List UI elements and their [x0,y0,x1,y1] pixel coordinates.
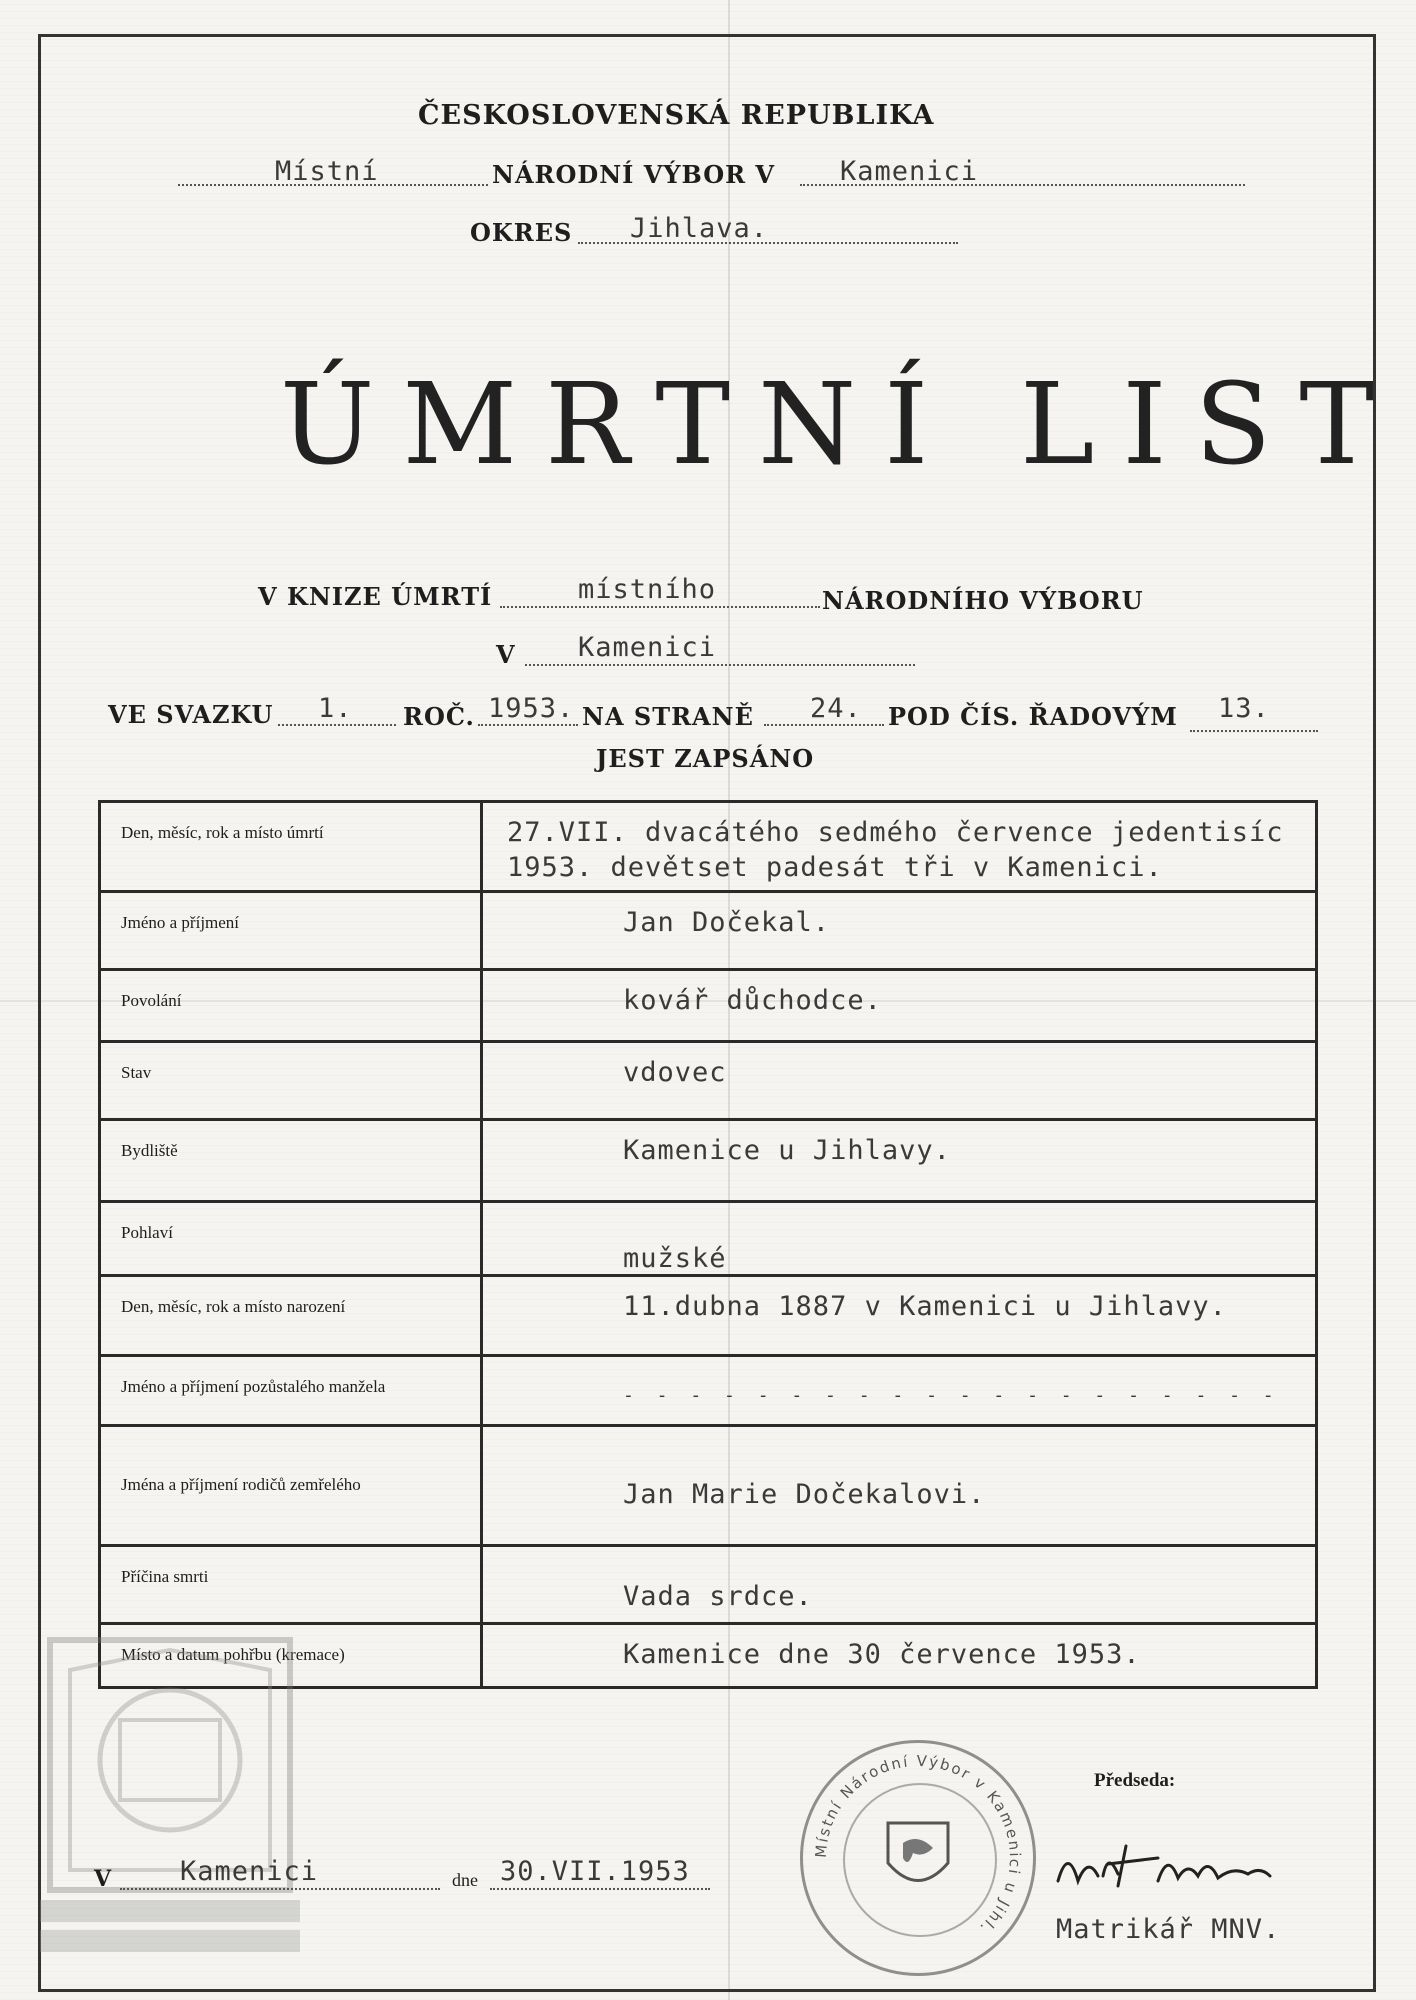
table-row [100,1426,1317,1546]
page-line [764,724,884,726]
number-value: 13. [1218,693,1270,724]
in-line [525,664,915,666]
row-value-line2: 1953. devětset padesát tři v Kamenici. [507,852,1163,883]
book-line [500,606,820,608]
row-label: Den, měsíc, rok a místo úmrtí [100,802,482,892]
legion-watermark-logo [30,1630,310,1960]
row-value [482,970,1317,1042]
row-value [482,1042,1317,1120]
stamp-text-ring [803,1743,1033,1973]
row-value-line1: - - - - - - - - - - - - - - - - - - - - [623,1385,1280,1406]
table-row [100,1356,1317,1426]
recorded-label: JEST ZAPSÁNO [596,744,815,773]
in-label: V [496,640,516,669]
row-value-line1: Vada srdce. [623,1581,813,1612]
row-value [482,1426,1317,1546]
row-value-line1: Jan Dočekal. [623,907,831,938]
row-label: Místo a datum pohřbu (kremace) [100,1624,482,1688]
district-value: Jihlava. [630,213,769,244]
row-value-line1: Kamenice dne 30 července 1953. [623,1639,1141,1670]
row-value [482,1202,1317,1276]
footer-in-line [120,1888,440,1890]
committee-place-value: Kamenici [840,156,979,187]
row-value-line1: 27.VII. dvacátého sedmého července jedentisíc [507,817,1284,848]
table-row [100,1546,1317,1624]
year-label: ROČ. [403,702,475,731]
row-value [482,1624,1317,1688]
document-title: ÚMRTNÍ LIST [280,360,1403,490]
row-value-line1: vdovec [623,1057,727,1088]
row-value [482,892,1317,970]
row-value-line1: 11.dubna 1887 v Kamenici u Jihlavy. [623,1291,1227,1322]
committee-prefix-value: Místní [275,156,379,187]
number-line [1190,730,1318,732]
footer-in-value: Kamenici [180,1856,319,1887]
page-value: 24. [810,693,862,724]
year-value: 1953. [488,693,575,724]
volume-line [278,724,396,726]
committee-label: NÁRODNÍ VÝBOR V [492,160,776,189]
row-value [482,1276,1317,1356]
table-row [100,1276,1317,1356]
table-row [100,892,1317,970]
row-value-line1: Jan Marie Dočekalovi. [623,1479,986,1510]
svg-text:Místní Národní Výbor v Kamenic [812,1752,1024,1938]
book-value: místního [578,574,717,605]
row-label: Povolání [100,970,482,1042]
death-record-table [98,800,1318,1689]
in-value: Kamenici [578,632,717,663]
row-value [482,1120,1317,1202]
row-value [482,1356,1317,1426]
row-label: Jméno a příjmení pozůstalého manžela [100,1356,482,1426]
volume-label: VE SVAZKU [108,700,274,729]
row-label: Jméno a příjmení [100,892,482,970]
district-label: OKRES [470,218,573,247]
row-value [482,1546,1317,1624]
row-label: Bydliště [100,1120,482,1202]
committee-genitive-label: NÁRODNÍHO VÝBORU [822,586,1144,615]
row-value-line1: mužské [623,1243,727,1274]
row-value-line1: Kamenice u Jihlavy. [623,1135,951,1166]
row-value [482,802,1317,892]
signature-image [1048,1836,1278,1906]
footer-date-value: 30.VII.1953 [500,1856,690,1887]
table-row [100,802,1317,892]
table-row [100,970,1317,1042]
republic-heading: ČESKOSLOVENSKÁ REPUBLIKA [418,100,935,131]
page-label: NA STRANĚ [582,702,754,731]
row-label: Příčina smrti [100,1546,482,1624]
row-value-line1: kovář důchodce. [623,985,882,1016]
volume-value: 1. [318,693,353,724]
footer-date-line [490,1888,710,1890]
row-label: Stav [100,1042,482,1120]
book-label: V KNIZE ÚMRTÍ [258,582,493,611]
stamp-text: Místní Národní Výbor v Kamenici u Jihl. [811,1751,1025,1939]
footer-date-label: dne [452,1870,478,1890]
registrar-label: Matrikář MNV. [1056,1914,1281,1945]
row-label: Pohlaví [100,1202,482,1276]
table-row [100,1202,1317,1276]
year-line [478,724,578,726]
number-label: POD ČÍS. ŘADOVÝM [888,702,1178,731]
chairman-label: Předseda: [1094,1770,1176,1791]
official-stamp [800,1740,1036,1976]
row-label: Jména a příjmení rodičů zemřelého [100,1426,482,1546]
footer-in-label: V [94,1866,113,1892]
table-row [100,1120,1317,1202]
table-row [100,1042,1317,1120]
row-label: Den, měsíc, rok a místo narození [100,1276,482,1356]
